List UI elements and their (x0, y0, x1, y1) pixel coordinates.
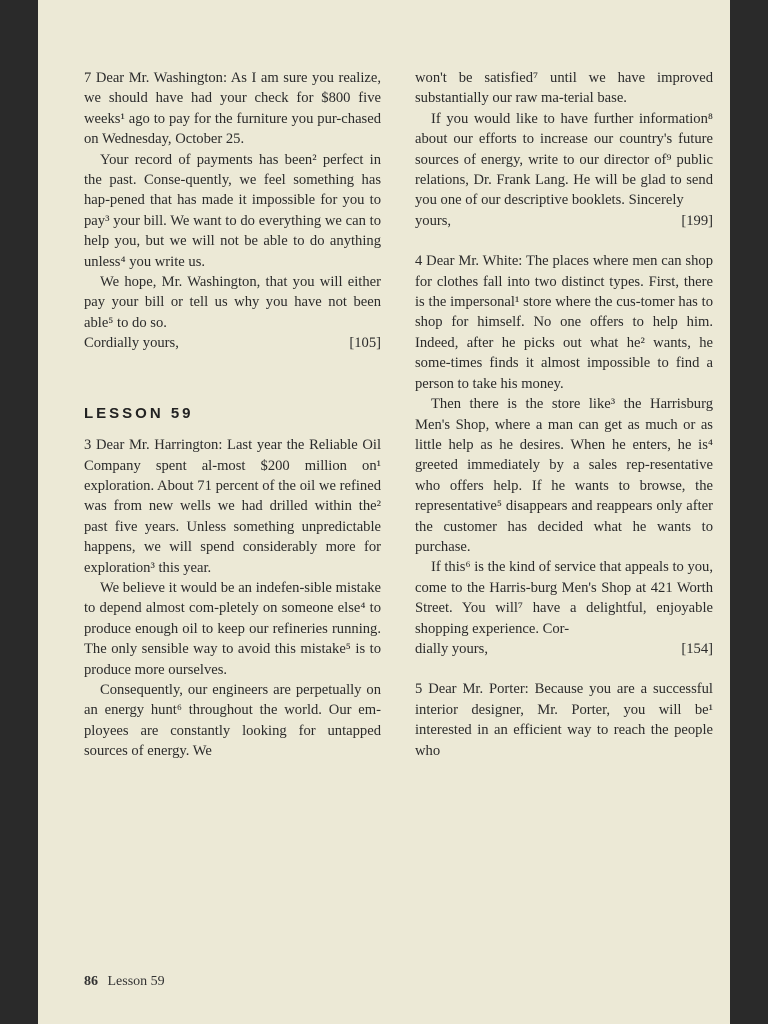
lesson-heading: LESSON 59 (84, 404, 194, 422)
letter-3-continued-paragraph-1: won't be satisfied⁷ until we have improved substantially our raw ma-terial base. (415, 70, 713, 107)
letter-4-word-count: [154] (681, 640, 713, 657)
letter-7-paragraph-2: Your record of payments has been² perfect in the past. Conse-quently, we feel something has hap-pened that has made it impossible for you to pay³ your bill. We want to do everything we can to help you, but we will not be able to do anything unless⁴ you write us. (84, 151, 381, 270)
letter-3-word-count: [199] (681, 212, 713, 229)
letter-3-paragraph-2: We believe it would be an indefen-sible mistake to depend almost com-pletely on someone else⁴ to produce enough oil to keep our refineries running. The only sensible way to avoid this mistake⁵ is to produce more ourselves. (84, 579, 381, 678)
letter-4-closing-text: dially yours, (415, 640, 488, 657)
letter-7-paragraph-3: We hope, Mr. Washington, that you will either pay your bill or tell us why you have not been able⁵ to do so. (84, 274, 381, 331)
page-number: 86 (84, 974, 98, 989)
letter-3-continued-paragraph-2: If you would like to have further information⁸ about our efforts to increase our country's future sources of energy, write to our director of⁹ public relations, Dr. Frank Lang. He will be glad to send you one of our descriptive booklets. Sincerely (415, 110, 713, 209)
book-page (38, 0, 730, 1024)
letter-4-paragraph-1: 4 Dear Mr. White: The places where men can shop for clothes fall into two distinct types. First, there is the impersonal¹ store where the cus-tomer has to shop for himself. No one offers to help him. Indeed, after he picks out what he² wants, he some-times finds it almost impossible to find a person to take his money. (415, 253, 713, 392)
letter-4-closing (415, 639, 713, 659)
letter-3-paragraph-1: 3 Dear Mr. Harrington: Last year the Reliable Oil Company spent al-most $200 million on¹ exploration. About 71 percent of the oil we refined was from new wells we had drilled within the² past five years. Unless something unpredictable happens, we will spend considerably more for exploration³ this year. (84, 437, 381, 576)
letter-7-paragraph-1: 7 Dear Mr. Washington: As I am sure you realize, we should have had your check for $800 five weeks¹ ago to pay for the furniture you pur-chased on Wednesday, October 25. (84, 70, 381, 148)
letter-4-paragraph-2: Then there is the store like³ the Harrisburg Men's Shop, where a man can get as much or as little help as he desires. When he enters, he is⁴ greeted immediately by a sales rep-resentative who offers help. If he wants to browse, the representative⁵ disappears and reappears only after the customer has decided what he wants to purchase. (415, 396, 713, 555)
letter-7-word-count: [105] (349, 335, 381, 352)
letter-7-closing (84, 333, 381, 353)
letter-4-paragraph-3: If this⁶ is the kind of service that appeals to you, come to the Harris-burg Men's Shop at 421 Worth Street. You will⁷ have a delightful, enjoyable shopping experience. Cor- (415, 559, 713, 637)
letter-3-closing-text: yours, (415, 212, 452, 229)
right-column (415, 68, 713, 761)
letter-5-paragraph-1: 5 Dear Mr. Porter: Because you are a successful interior designer, Mr. Porter, you will be¹ interested in an efficient way to reach the people who (415, 681, 713, 759)
letter-separator (415, 231, 713, 251)
letter-3-closing (415, 211, 713, 231)
left-column (84, 68, 381, 762)
page-footer (84, 974, 165, 990)
running-head: Lesson 59 (107, 974, 165, 989)
letter-3-paragraph-3: Consequently, our engineers are perpetually on an energy hunt⁶ throughout the world. Our em-ployees are constantly looking for untapped sources of energy. We (84, 681, 381, 760)
letter-7-closing-text: Cordially yours, (84, 335, 179, 352)
letter-separator (415, 659, 713, 679)
